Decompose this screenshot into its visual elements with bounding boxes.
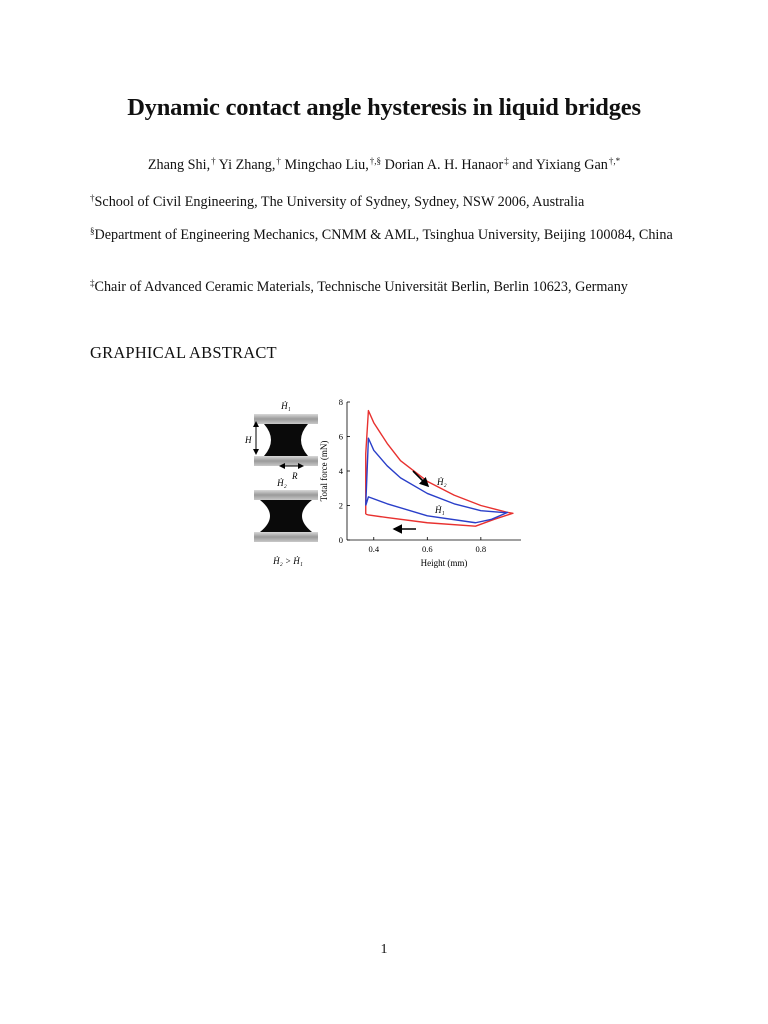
x-tick-label: 0.6 xyxy=(421,544,433,554)
loading-direction-arrow xyxy=(413,471,428,486)
lower-plate-2 xyxy=(254,532,318,542)
author: Yi Zhang,† xyxy=(218,156,281,173)
liquid-bridge xyxy=(264,424,308,456)
paper-title: Dynamic contact angle hysteresis in liquid bridges xyxy=(127,94,641,121)
y-tick-label: 0 xyxy=(338,535,343,545)
radius-symbol: R xyxy=(292,471,298,481)
author-list xyxy=(0,156,768,174)
page-number: 1 xyxy=(380,942,388,957)
affiliation-berlin: ‡Chair of Advanced Ceramic Materials, Technische Universität Berlin, Berlin 10623, Germany xyxy=(90,278,628,295)
author: Mingchao Liu,†,§ xyxy=(284,156,382,173)
graphical-abstract-figure xyxy=(236,392,526,572)
height-symbol: H xyxy=(245,435,252,445)
y-axis-label: Total force (mN) xyxy=(319,440,329,502)
rate-comparison-label: Ḣ₂ > Ḣ₁ xyxy=(273,556,303,566)
h2-label-left: Ḣ₂ xyxy=(277,478,287,488)
y-tick-label: 2 xyxy=(338,500,343,511)
x-axis-label: Height (mm) xyxy=(420,558,468,568)
upper-plate xyxy=(254,414,318,424)
lower-plate xyxy=(254,456,318,466)
h1-label-top: Ḣ₁ xyxy=(281,401,291,411)
section-heading: GRAPHICAL ABSTRACT xyxy=(90,343,277,362)
y-tick-label: 6 xyxy=(338,431,343,442)
x-tick-label: 0.8 xyxy=(475,544,487,554)
author: and Yixiang Gan†,* xyxy=(512,156,621,173)
x-tick-label: 0.4 xyxy=(368,544,380,554)
upper-plate-2 xyxy=(254,490,318,500)
author: Zhang Shi,† xyxy=(147,156,216,173)
y-tick-label: 4 xyxy=(338,466,343,476)
author: Dorian A. H. Hanaor‡ xyxy=(384,156,509,173)
force-height-chart xyxy=(319,397,521,568)
series-label-h2: Ḣ₂ xyxy=(437,477,447,487)
figure-svg xyxy=(236,392,526,572)
series-label-h1: Ḣ₁ xyxy=(435,505,445,515)
y-tick-label: 8 xyxy=(338,397,343,407)
liquid-bridge-2 xyxy=(260,500,312,532)
affiliation-sydney: †School of Civil Engineering, The University of Sydney, Sydney, NSW 2006, Australia xyxy=(90,193,585,210)
affiliation-tsinghua: §Department of Engineering Mechanics, CNMM & AML, Tsinghua University, Beijing 100084, China xyxy=(90,226,673,243)
